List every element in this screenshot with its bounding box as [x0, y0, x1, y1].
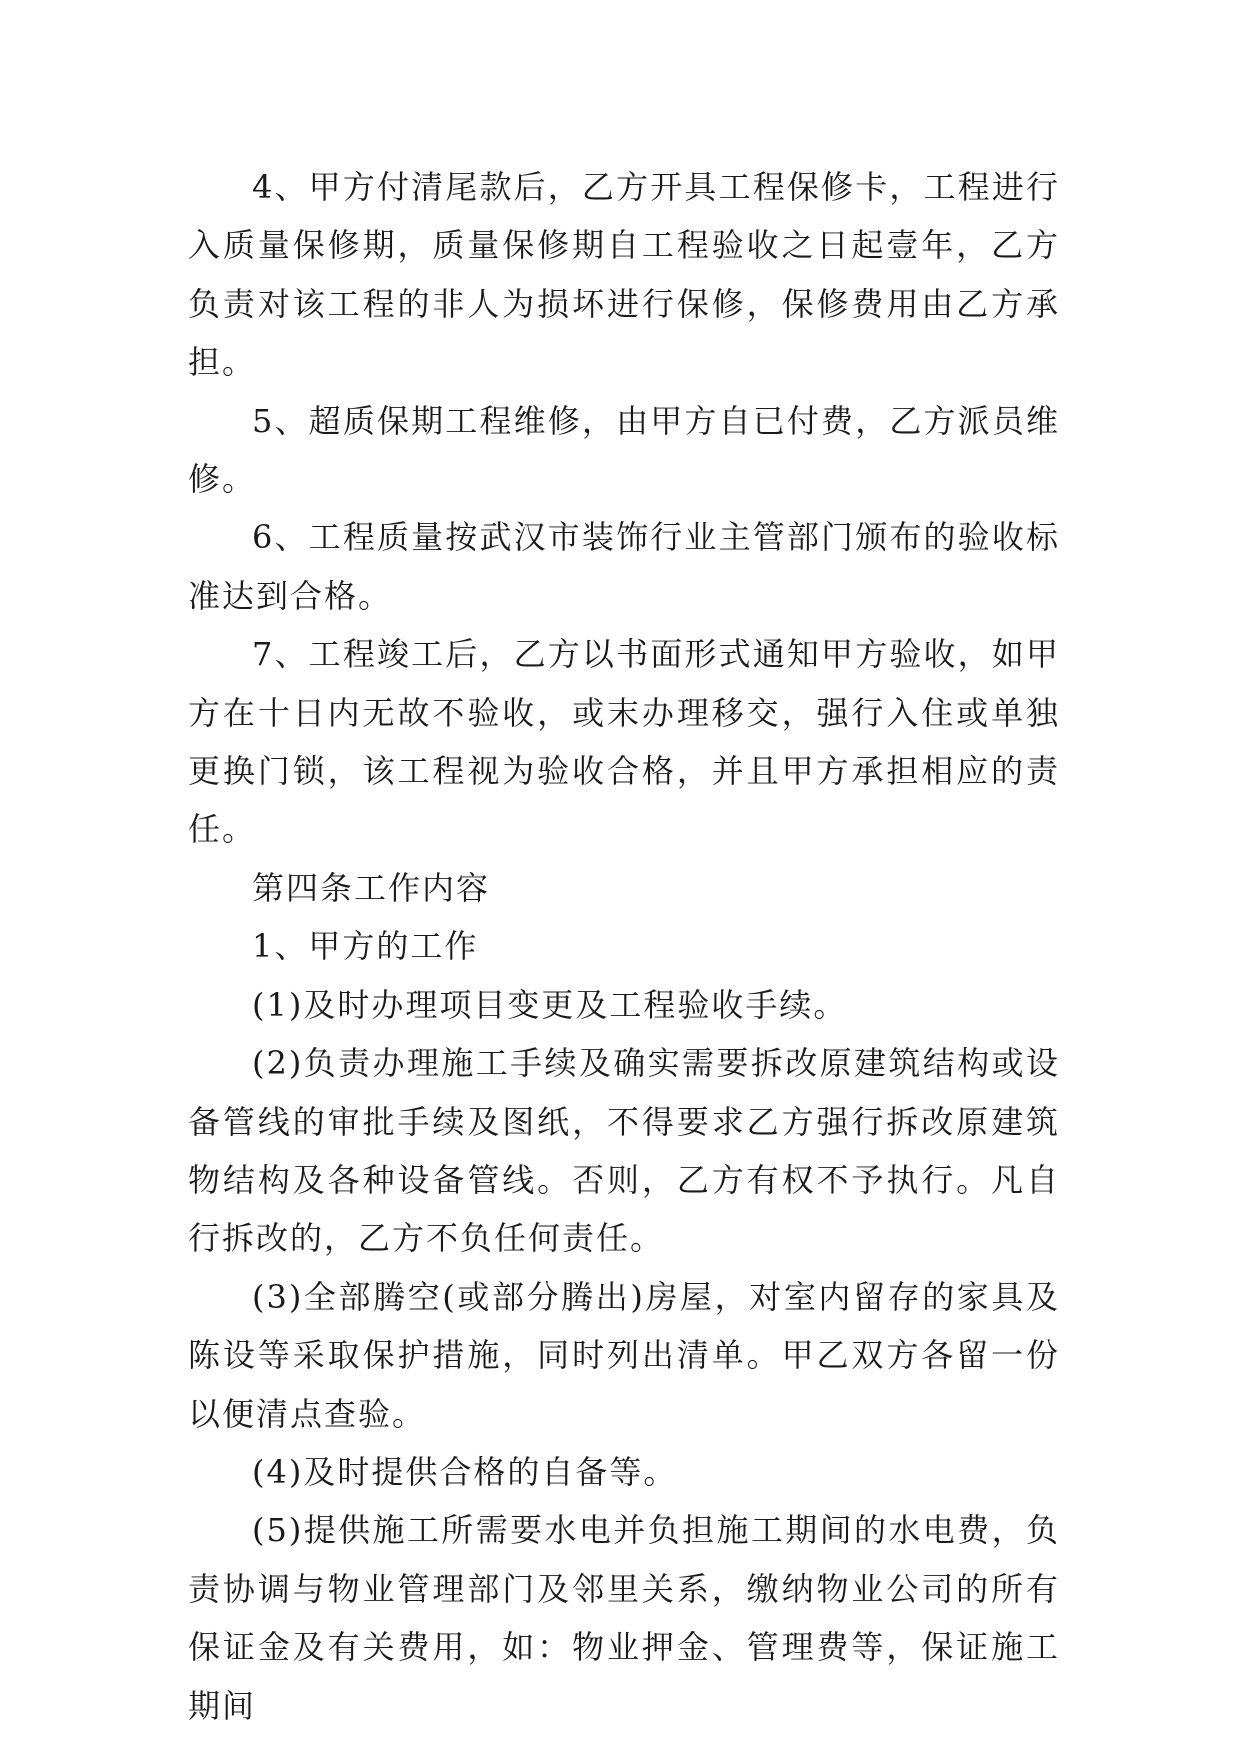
paragraph-out-of-warranty-repair: 5、超质保期工程维修，由甲方自已付费，乙方派员维修。 [188, 401, 1060, 499]
document-body [188, 158, 1060, 1735]
paragraph-completion-acceptance: 7、工程竣工后，乙方以书面形式通知甲方验收，如甲方在十日内无故不验收，或末办理移交，强行入住或单独更换门锁，该工程视为验收合格，并且甲方承担相应的责任。 [188, 635, 1060, 849]
paragraph-quality-standard: 6、工程质量按武汉市装饰行业主管部门颁布的验收标准达到合格。 [188, 518, 1060, 615]
paragraph-item-4: (4)及时提供合格的自备等。 [252, 1452, 678, 1491]
paragraph-item-2: (2)负责办理施工手续及确实需要拆改原建筑结构或设备管线的审批手续及图纸，不得要求乙方强行拆改原建筑物结构及各种设备管线。否则，乙方有权不予执行。凡自行拆改的，乙方不负任何责任。 [188, 1044, 1060, 1258]
paragraph-item-5: (5)提供施工所需要水电并负担施工期间的水电费，负责协调与物业管理部门及邻里关系，缴纳物业公司的所有保证金及有关费用，如：物业押金、管理费等，保证施工期间 [188, 1511, 1060, 1725]
subheading-party-a-work: 1、甲方的工作 [252, 927, 479, 966]
paragraph-item-1: (1)及时办理项目变更及工程验收手续。 [252, 985, 848, 1024]
section-heading-article-4: 第四条工作内容 [252, 868, 491, 907]
paragraph-warranty-card: 4、甲方付清尾款后，乙方开具工程保修卡，工程进行入质量保修期，质量保修期自工程验收之日起壹年，乙方负责对该工程的非人为损坏进行保修，保修费用由乙方承担。 [188, 168, 1060, 382]
paragraph-item-3: (3)全部腾空(或部分腾出)房屋，对室内留存的家具及陈设等采取保护措施，同时列出清单。甲乙双方各留一份以便清点查验。 [188, 1277, 1060, 1433]
